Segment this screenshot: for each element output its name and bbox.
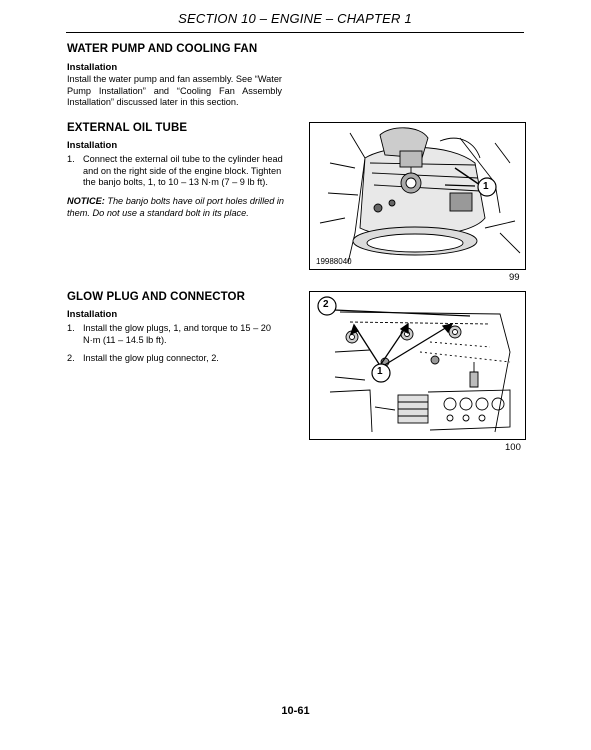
water-pump-text: Install the water pump and fan assembly. See “Water Pump Installation” and “Cooling Fan Assembly Installation” discussed later in this section. bbox=[67, 74, 282, 107]
figure-100-callout-2: 2 bbox=[323, 299, 329, 310]
oil-tube-heading: EXTERNAL OIL TUBE bbox=[67, 122, 188, 134]
list-item bbox=[67, 154, 285, 189]
page-number: 10-61 bbox=[281, 705, 310, 717]
step-number: 1. bbox=[67, 323, 75, 333]
oil-tube-steps bbox=[67, 154, 285, 196]
figure-99-code: 19988040 bbox=[316, 257, 352, 266]
glow-plug-heading: GLOW PLUG AND CONNECTOR bbox=[67, 291, 245, 303]
list-item bbox=[67, 323, 285, 346]
oil-tube-subheading: Installation bbox=[67, 140, 118, 151]
glow-plug-steps bbox=[67, 323, 285, 372]
figure-100-callout-1: 1 bbox=[377, 366, 383, 377]
step-number: 2. bbox=[67, 353, 75, 363]
figure-99-illustration bbox=[310, 123, 525, 269]
step-number: 1. bbox=[67, 154, 75, 164]
figure-99-number: 99 bbox=[509, 272, 520, 283]
section-title: SECTION 10 – ENGINE – CHAPTER 1 bbox=[178, 11, 412, 26]
figure-100-illustration bbox=[310, 292, 525, 439]
figure-100-frame bbox=[309, 291, 526, 440]
water-pump-subheading: Installation bbox=[67, 62, 118, 73]
figure-99-frame bbox=[309, 122, 526, 270]
step-text: Connect the external oil tube to the cylinder head and on the right side of the engine block. Tighten the banjo bolts, 1, to 10 – 13 N·m (7 – 9 lb ft). bbox=[83, 154, 283, 187]
figure-100-number: 100 bbox=[505, 442, 521, 453]
notice-label: NOTICE: bbox=[67, 196, 105, 206]
oil-tube-notice bbox=[67, 196, 285, 219]
list-item bbox=[67, 353, 285, 365]
section-header bbox=[66, 8, 524, 33]
step-text: Install the glow plugs, 1, and torque to 15 – 20 N·m (11 – 14.5 lb ft). bbox=[83, 323, 271, 345]
glow-plug-subheading: Installation bbox=[67, 309, 118, 320]
figure-99-callout-1: 1 bbox=[483, 181, 489, 192]
notice-text: The banjo bolts have oil port holes drilled in them. Do not use a standard bolt in its place. bbox=[67, 196, 285, 218]
water-pump-heading: WATER PUMP AND COOLING FAN bbox=[67, 43, 258, 55]
step-text: Install the glow plug connector, 2. bbox=[83, 353, 219, 363]
